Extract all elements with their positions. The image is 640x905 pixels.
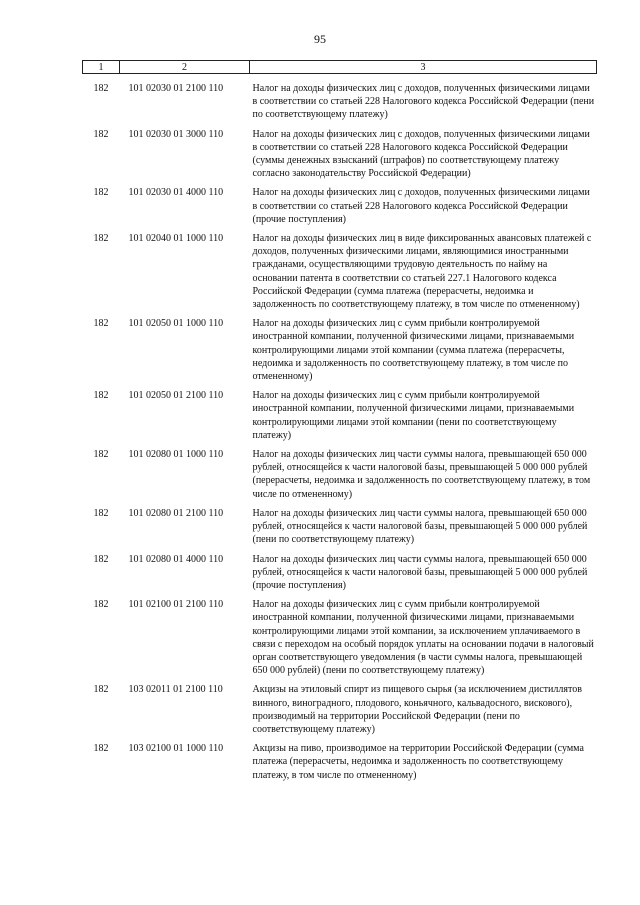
description-cell: Налог на доходы физических лиц части суммы налога, превышающей 650 000 рублей, относящейся к части налоговой базы, превышающей 5 000 000 рублей (перерасчеты, недоимка и задолженность по соответствующему платежу, в том числе по отмененному) xyxy=(252,449,591,500)
administrator-code-cell: 182 xyxy=(93,390,109,402)
administrator-code-cell: 182 xyxy=(93,743,109,755)
budget-code-cell: 101 02050 01 1000 110 xyxy=(128,318,224,330)
table-row xyxy=(83,74,597,124)
administrator-code-cell: 182 xyxy=(93,449,109,461)
description-cell: Налог на доходы физических лиц с сумм прибыли контролируемой иностранной компании, полученной физическими лицами, признаваемыми контролирующими лицами этой компании (сумма платежа (перерасчеты, недоимка и задолженность по соответствующему платежу, в том числе по отмененному) xyxy=(252,318,575,383)
table-row xyxy=(83,124,597,183)
page-number: 95 xyxy=(314,32,326,46)
description-cell: Налог на доходы физических лиц с доходов, полученных физическими лицами в соответствии со статьей 228 Налогового кодекса Российской Федерации (прочие поступления) xyxy=(252,187,590,225)
description-cell: Налог на доходы физических лиц части суммы налога, превышающей 650 000 рублей, относящейся к части налоговой базы, превышающей 5 000 000 рублей (прочие поступления) xyxy=(252,553,588,591)
administrator-code-cell: 182 xyxy=(93,684,109,696)
budget-code-cell: 103 02011 01 2100 110 xyxy=(128,684,223,696)
administrator-code-cell: 182 xyxy=(93,553,109,565)
administrator-code-cell: 182 xyxy=(93,507,109,519)
table-row xyxy=(83,594,597,679)
table-row xyxy=(83,313,597,385)
description-cell: Акцизы на этиловый спирт из пищевого сырья (за исключением дистиллятов винного, виноградного, плодового, коньячного, кальвадосного, вискового), производимый на территории Российской Федерации (пени по соответствующему платежу) xyxy=(252,684,582,735)
budget-code-cell: 101 02030 01 4000 110 xyxy=(128,187,224,199)
administrator-code-cell: 182 xyxy=(93,83,109,94)
table-body xyxy=(83,74,597,784)
administrator-code-cell: 182 xyxy=(93,318,109,330)
table-row xyxy=(83,503,597,549)
table-row xyxy=(83,444,597,503)
budget-code-cell: 101 02080 01 1000 110 xyxy=(128,449,224,461)
description-cell: Налог на доходы физических лиц с доходов, полученных физическими лицами в соответствии со статьей 228 Налогового кодекса Российской Федерации (суммы денежных взысканий (штрафов) по соответствующему платежу согласно законодательству Российской Федерации) xyxy=(252,128,590,180)
administrator-code-cell: 182 xyxy=(93,187,109,199)
budget-code-cell: 103 02100 01 1000 110 xyxy=(128,743,224,755)
table-row xyxy=(83,549,597,595)
description-cell: Налог на доходы физических лиц с доходов, полученных физическими лицами в соответствии со статьей 228 Налогового кодекса Российской Федерации (пени по соответствующему платежу) xyxy=(252,83,595,121)
table-row xyxy=(83,385,597,444)
budget-code-cell: 101 02040 01 1000 110 xyxy=(128,233,224,245)
description-cell: Акцизы на пиво, производимое на территории Российской Федерации (сумма платежа (перерасчеты, недоимка и задолженность по соответствующему платежу, в том числе по отмененному) xyxy=(252,743,584,781)
description-cell: Налог на доходы физических лиц части суммы налога, превышающей 650 000 рублей, относящейся к части налоговой базы, превышающей 5 000 000 рублей (пени по соответствующему платежу) xyxy=(252,507,588,546)
column-header-3: 3 xyxy=(250,61,597,74)
budget-code-cell: 101 02080 01 2100 110 xyxy=(128,507,224,519)
budget-code-cell: 101 02050 01 2100 110 xyxy=(128,390,224,402)
table-row xyxy=(83,182,597,228)
description-cell: Налог на доходы физических лиц в виде фиксированных авансовых платежей с доходов, полученных физическими лицами, являющимися иностранными гражданами, осуществляющими трудовую деятельность по найму на основании патента в соответствии со статьей 227.1 Налогового кодекса Российской Федерации (сумма платежа (перерасчеты, недоимка и задолженность по соответствующему платежу, в том числе по отмененному) xyxy=(252,233,592,311)
description-cell: Налог на доходы физических лиц с сумм прибыли контролируемой иностранной компании, полученной физическими лицами, признаваемыми контролирующими лицами этой компании, за исключением уплачиваемого в связи с переходом на особый порядок уплаты на основании подачи в налоговый орган соответствующего уведомления (в части суммы налога, превышающей 650 000 рублей) (пени по соответствующему платежу) xyxy=(252,599,594,677)
administrator-code-cell: 182 xyxy=(93,233,109,245)
table-row xyxy=(83,679,597,738)
budget-code-cell: 101 02030 01 3000 110 xyxy=(128,128,224,140)
budget-code-cell: 101 02080 01 4000 110 xyxy=(128,553,224,565)
budget-classification-table xyxy=(82,60,597,784)
table-row xyxy=(83,228,597,313)
administrator-code-cell: 182 xyxy=(93,128,109,140)
column-header-2: 2 xyxy=(120,61,250,74)
column-header-1: 1 xyxy=(83,61,120,74)
administrator-code-cell: 182 xyxy=(93,599,109,611)
table-header-row xyxy=(83,61,597,74)
description-cell: Налог на доходы физических лиц с сумм прибыли контролируемой иностранной компании, полученной физическими лицами, признаваемыми контролирующими лицами этой компании (пени по соответствующему платежу) xyxy=(252,390,575,441)
table-row xyxy=(83,738,597,784)
budget-code-cell: 101 02030 01 2100 110 xyxy=(128,83,224,94)
budget-code-cell: 101 02100 01 2100 110 xyxy=(128,599,224,611)
